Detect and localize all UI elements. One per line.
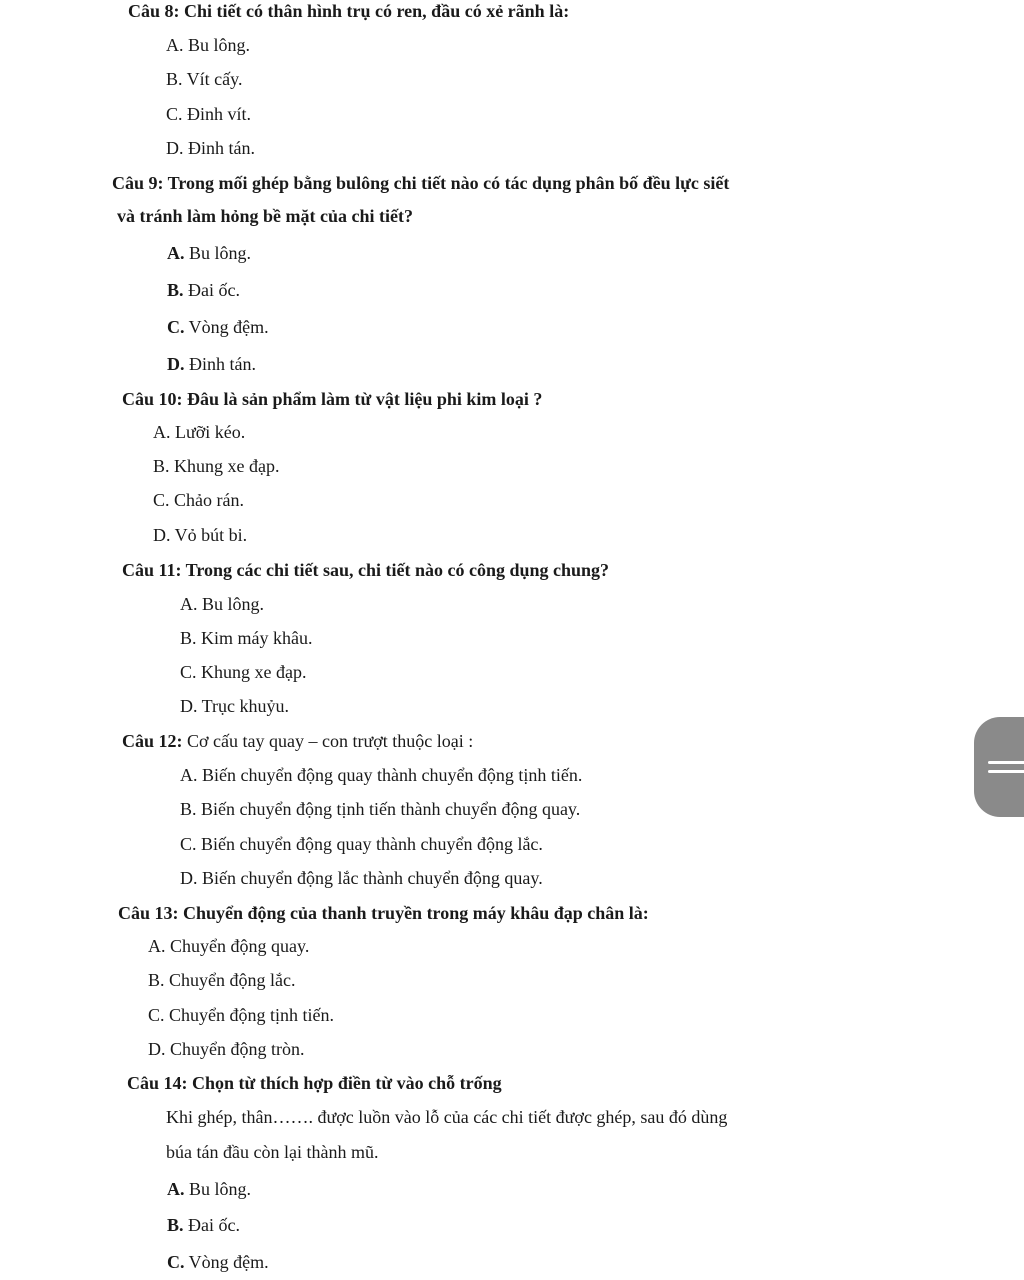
question-12-number: Câu 12: bbox=[122, 731, 183, 751]
question-13-option-c: C. Chuyển động tịnh tiến. bbox=[148, 1005, 334, 1025]
question-8-option-b: B. Vít cấy. bbox=[166, 69, 243, 89]
question-14-body-line2: búa tán đầu còn lại thành mũ. bbox=[166, 1142, 379, 1162]
question-12-option-a: A. Biến chuyển động quay thành chuyển động tịnh tiến. bbox=[180, 765, 583, 785]
question-13-title: Câu 13: Chuyển động của thanh truyền trong máy khâu đạp chân là: bbox=[118, 903, 649, 923]
question-11-option-a: A. Bu lông. bbox=[180, 594, 265, 614]
question-8-option-d: D. Đinh tán. bbox=[166, 138, 255, 158]
option-letter: A. bbox=[167, 243, 185, 263]
option-text: Đinh tán. bbox=[184, 354, 256, 374]
option-letter: C. bbox=[167, 317, 185, 337]
question-10-option-d: D. Vỏ bút bi. bbox=[153, 525, 248, 545]
option-letter: B. bbox=[167, 1215, 184, 1235]
question-8-option-a: A. Bu lông. bbox=[166, 35, 251, 55]
question-14-option-b bbox=[167, 1214, 240, 1236]
question-12-option-b: B. Biến chuyển động tịnh tiến thành chuyển động quay. bbox=[180, 799, 581, 819]
option-letter: B. bbox=[167, 280, 184, 300]
question-9-option-b bbox=[167, 279, 240, 301]
option-letter: D. bbox=[167, 354, 185, 374]
drag-handle-icon bbox=[988, 761, 1024, 764]
question-14-body-line1: Khi ghép, thân……. được luồn vào lỗ của các chi tiết được ghép, sau đó dùng bbox=[166, 1107, 728, 1127]
question-11-title: Câu 11: Trong các chi tiết sau, chi tiết nào có công dụng chung? bbox=[122, 560, 610, 580]
question-9-option-a bbox=[167, 242, 251, 264]
question-8-title: Câu 8: Chi tiết có thân hình trụ có ren, đầu có xẻ rãnh là: bbox=[128, 1, 570, 21]
question-13-option-d: D. Chuyển động tròn. bbox=[148, 1039, 305, 1059]
question-12-text: Cơ cấu tay quay – con trượt thuộc loại : bbox=[182, 731, 474, 751]
drag-handle-icon bbox=[988, 770, 1024, 773]
question-14-option-c bbox=[167, 1251, 269, 1273]
option-text: Đai ốc. bbox=[183, 280, 240, 300]
question-10-option-c: C. Chảo rán. bbox=[153, 490, 244, 510]
question-11-option-c: C. Khung xe đạp. bbox=[180, 662, 307, 682]
option-letter: A. bbox=[167, 1179, 185, 1199]
question-12-option-c: C. Biến chuyển động quay thành chuyển động lắc. bbox=[180, 834, 543, 854]
question-9-title-line1: Câu 9: Trong mối ghép bằng bulông chi tiết nào có tác dụng phân bố đều lực siết bbox=[112, 173, 730, 193]
option-letter: C. bbox=[167, 1252, 185, 1272]
question-12-option-d: D. Biến chuyển động lắc thành chuyển động quay. bbox=[180, 868, 543, 888]
question-8-option-c: C. Đinh vít. bbox=[166, 104, 252, 124]
question-13-option-b: B. Chuyển động lắc. bbox=[148, 970, 296, 990]
question-13-option-a: A. Chuyển động quay. bbox=[148, 936, 310, 956]
question-10-option-a: A. Lưỡi kéo. bbox=[153, 422, 246, 442]
question-11-option-d: D. Trục khuỷu. bbox=[180, 696, 290, 716]
question-9-option-d bbox=[167, 353, 256, 375]
option-text: Bu lông. bbox=[184, 243, 252, 263]
question-9-title-line2: và tránh làm hỏng bề mặt của chi tiết? bbox=[117, 206, 413, 226]
option-text: Đai ốc. bbox=[183, 1215, 240, 1235]
option-text: Vòng đệm. bbox=[184, 317, 269, 337]
option-text: Bu lông. bbox=[184, 1179, 252, 1199]
question-14-option-a bbox=[167, 1178, 251, 1200]
scroll-drag-handle[interactable] bbox=[974, 717, 1024, 817]
option-text: Vòng đệm. bbox=[184, 1252, 269, 1272]
question-10-title: Câu 10: Đâu là sản phẩm làm từ vật liệu phi kim loại ? bbox=[122, 389, 543, 409]
question-10-option-b: B. Khung xe đạp. bbox=[153, 456, 280, 476]
question-9-option-c bbox=[167, 316, 269, 338]
question-12-title bbox=[122, 730, 473, 752]
question-14-title: Câu 14: Chọn từ thích hợp điền từ vào chỗ trống bbox=[127, 1073, 502, 1093]
question-11-option-b: B. Kim máy khâu. bbox=[180, 628, 313, 648]
